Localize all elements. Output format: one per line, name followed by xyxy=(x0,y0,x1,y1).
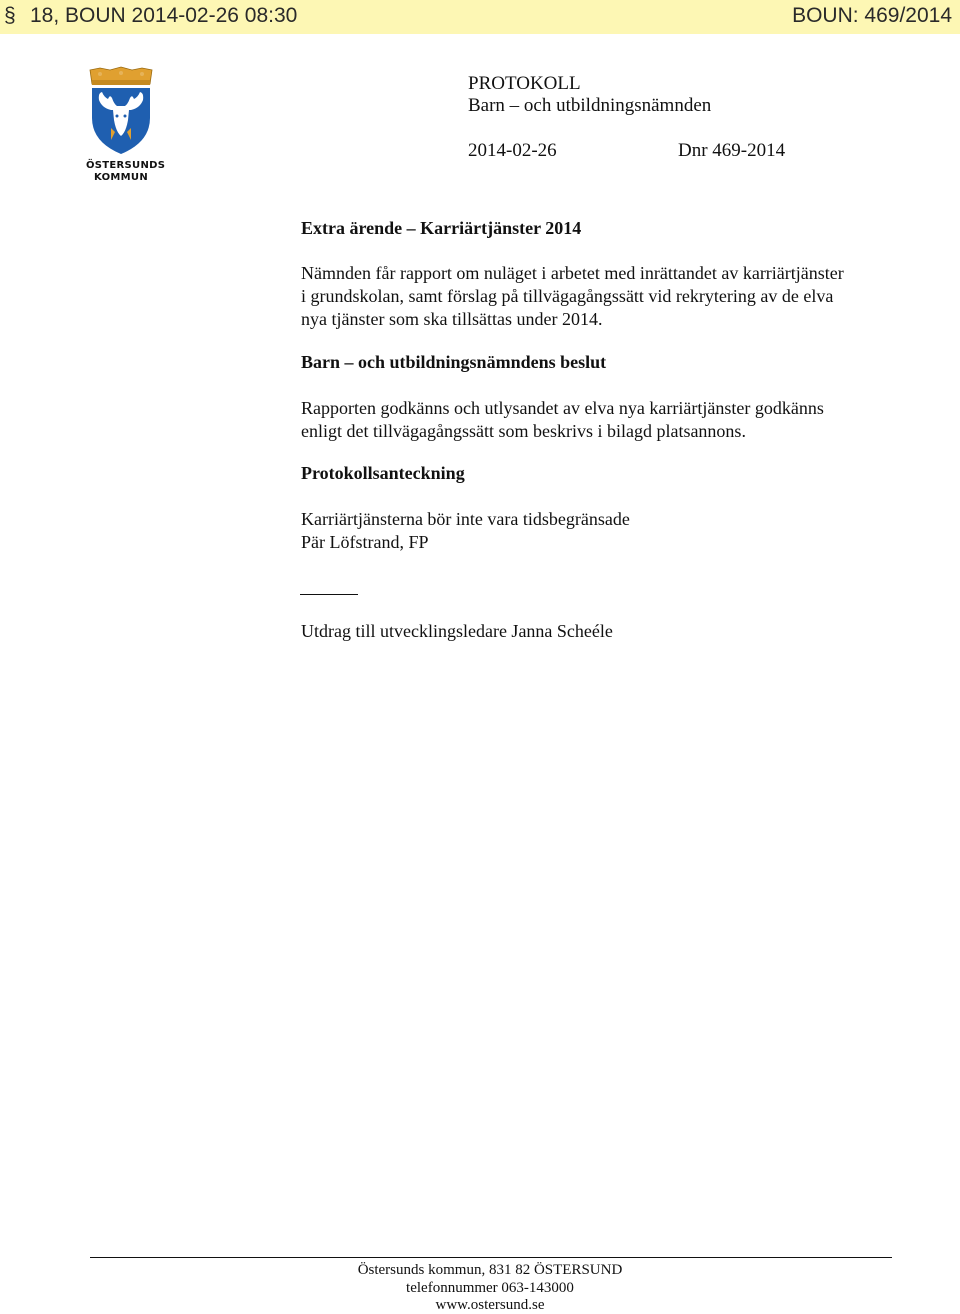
logo-text-line1: ÖSTERSUNDS xyxy=(86,160,166,171)
note-line: Pär Löfstrand, FP xyxy=(301,532,429,552)
coat-of-arms-icon xyxy=(86,66,156,156)
item-title: Extra ärende – Karriärtjänster 2014 xyxy=(301,218,582,238)
diary-number: Dnr 469-2014 xyxy=(678,140,786,161)
decision-paragraph xyxy=(301,397,824,443)
meeting-date: 2014-02-26 xyxy=(468,140,557,161)
note-heading: Protokollsanteckning xyxy=(301,463,465,483)
decision-line: enligt det tillvägagångssätt som beskrivs i bilagd platsannons. xyxy=(301,421,746,441)
extract-recipient: Utdrag till utvecklingsledare Janna Scheéle xyxy=(301,621,613,641)
banner-case-number: BOUN: 469/2014 xyxy=(792,4,952,27)
intro-line: Nämnden får rapport om nuläget i arbetet med inrättandet av karriärtjänster xyxy=(301,263,844,283)
intro-line: i grundskolan, samt förslag på tillvägagångssätt vid rekrytering av de elva xyxy=(301,286,834,306)
intro-paragraph xyxy=(301,262,844,331)
decision-line: Rapporten godkänns och utlysandet av elva nya karriärtjänster godkänns xyxy=(301,398,824,418)
section-symbol: § xyxy=(4,4,16,27)
intro-line: nya tjänster som ska tillsättas under 2014. xyxy=(301,309,603,329)
banner-meeting-ref: 18, BOUN 2014-02-26 08:30 xyxy=(30,4,298,27)
board-name: Barn – och utbildningsnämnden xyxy=(468,95,712,116)
note-paragraph xyxy=(301,508,630,554)
ostersund-kommun-logo xyxy=(86,66,166,183)
document-type: PROTOKOLL xyxy=(468,73,581,94)
footer-address: Östersunds kommun, 831 82 ÖSTERSUND xyxy=(357,1262,623,1278)
footer-website: www.ostersund.se xyxy=(435,1297,545,1313)
separator-line xyxy=(300,594,358,595)
logo-text-line2: KOMMUN xyxy=(94,172,148,183)
footer-rule xyxy=(90,1257,892,1258)
footer-phone: telefonnummer 063-143000 xyxy=(406,1280,574,1296)
document-banner xyxy=(0,0,960,34)
note-line: Karriärtjänsterna bör inte vara tidsbegränsade xyxy=(301,509,630,529)
decision-heading: Barn – och utbildningsnämndens beslut xyxy=(301,352,607,372)
